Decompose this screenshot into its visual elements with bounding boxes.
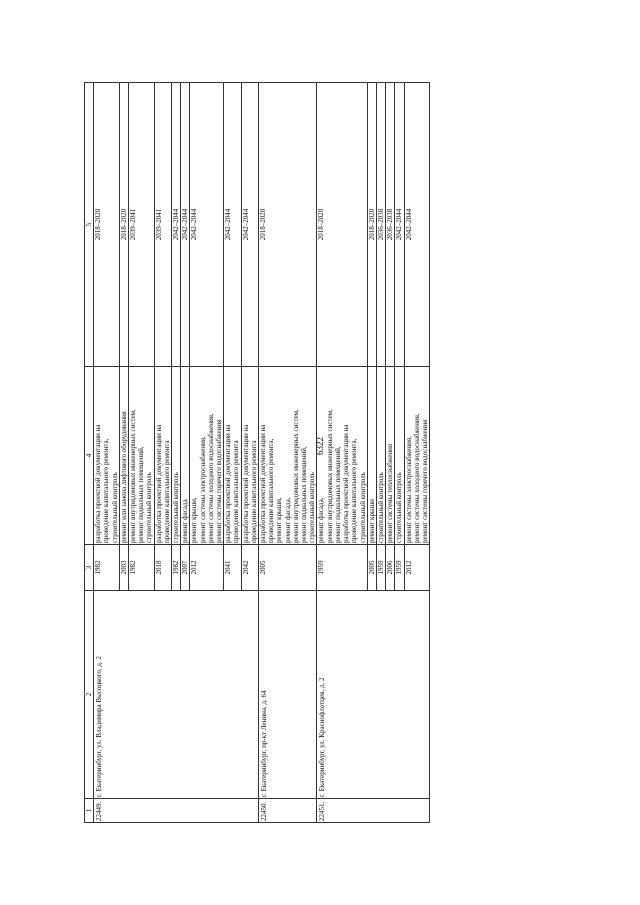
table-row bbox=[259, 83, 317, 823]
work-description-cell bbox=[376, 367, 385, 545]
year-cell: 2042 bbox=[241, 545, 258, 591]
work-line: строительный контроль bbox=[376, 472, 385, 543]
work-description-cell bbox=[119, 367, 128, 545]
work-description-cell bbox=[317, 367, 367, 545]
table-body bbox=[94, 83, 430, 823]
work-description-cell bbox=[367, 367, 376, 545]
year-cell: 2003 bbox=[119, 545, 128, 591]
work-description-cell bbox=[172, 367, 181, 545]
period-cell: 2036–2038 bbox=[386, 83, 395, 367]
period-cell: 2018–2020 bbox=[317, 83, 367, 367]
work-description-cell bbox=[94, 367, 120, 545]
work-line: ремонт внутридомовых инженерных систем, bbox=[291, 409, 300, 543]
period-cell: 2042–2044 bbox=[224, 83, 241, 367]
work-line: проведение капитального ремонта, bbox=[267, 438, 276, 543]
work-line: ремонт подвальных помещений, bbox=[333, 446, 342, 543]
object-number-cell: 22449. bbox=[94, 799, 259, 823]
year-cell: 1982 bbox=[172, 545, 181, 591]
work-line: ремонт или замена лифтового оборудования bbox=[119, 411, 128, 543]
work-description-cell bbox=[395, 367, 404, 545]
period-cell: 2039–2041 bbox=[154, 83, 171, 367]
work-line: строительный контроль bbox=[110, 472, 119, 543]
period-cell: 2042–2044 bbox=[190, 83, 224, 367]
work-line: разработка проектной документации на bbox=[94, 424, 103, 543]
work-line: проведение капитального ремонта, bbox=[350, 438, 359, 543]
period-cell: 2042–2044 bbox=[395, 83, 404, 367]
address-cell: г. Екатеринбург, пр-кт Ленина, д. 64 bbox=[259, 591, 317, 799]
work-line: ремонт системы горячего водоснабжения bbox=[215, 419, 224, 543]
year-cell: 2012 bbox=[404, 545, 430, 591]
year-cell: 1959 bbox=[317, 545, 367, 591]
work-line: проведение капитального ремонта bbox=[232, 440, 241, 543]
year-cell: 1959 bbox=[395, 545, 404, 591]
period-cell: 2042–2044 bbox=[404, 83, 430, 367]
work-description-cell bbox=[181, 367, 190, 545]
period-cell: 2018–2020 bbox=[94, 83, 120, 367]
work-line: строительный контроль bbox=[358, 472, 367, 543]
year-cell: 1982 bbox=[129, 545, 155, 591]
rotated-table-container bbox=[84, 83, 574, 823]
work-line: строительный контроль bbox=[145, 472, 154, 543]
work-line: ремонт системы электроснабжения, bbox=[198, 436, 207, 543]
repair-schedule-table bbox=[84, 82, 430, 823]
column-number: 2 bbox=[85, 591, 94, 799]
period-cell: 2018–2020 bbox=[367, 83, 376, 367]
column-number: 5 bbox=[85, 83, 94, 367]
year-cell: 2012 bbox=[190, 545, 224, 591]
work-line: строительный контроль bbox=[308, 472, 317, 543]
column-number: 1 bbox=[85, 799, 94, 823]
work-line: ремонт системы теплоснабжения bbox=[386, 443, 395, 543]
work-description-cell bbox=[129, 367, 155, 545]
year-cell: 1959 bbox=[376, 545, 385, 591]
address-cell: г. Екатеринбург, ул. Владимира Высоцкого, д. 2 bbox=[94, 591, 259, 799]
work-line: разработка проектной документации на bbox=[241, 424, 250, 543]
work-line: ремонт подвальных помещений, bbox=[137, 446, 146, 543]
work-description-cell bbox=[241, 367, 258, 545]
work-line: разработка проектной документации на bbox=[154, 424, 163, 543]
work-line: ремонт крыши, bbox=[190, 497, 199, 543]
work-line: ремонт системы электроснабжения, bbox=[404, 436, 413, 543]
column-number: 4 bbox=[85, 367, 94, 545]
work-line: строительный контроль bbox=[395, 472, 404, 543]
period-cell: 2039–2041 bbox=[129, 83, 155, 367]
work-description-cell bbox=[224, 367, 241, 545]
work-line: ремонт крыши, bbox=[275, 497, 284, 543]
year-cell: 2007 bbox=[181, 545, 190, 591]
work-line: проведение капитального ремонта, bbox=[102, 438, 111, 543]
year-cell: 2041 bbox=[224, 545, 241, 591]
year-cell: 2005 bbox=[367, 545, 376, 591]
address-cell: г. Екатеринбург, ул. Краснофлотцев, д. 2 bbox=[317, 591, 430, 799]
work-description-cell bbox=[386, 367, 395, 545]
table-row bbox=[317, 83, 367, 823]
work-line: строительный контроль bbox=[172, 472, 181, 543]
page-number: 6322 bbox=[315, 437, 325, 455]
work-description-cell bbox=[259, 367, 317, 545]
work-line: ремонт фасада, bbox=[317, 497, 326, 543]
table-row bbox=[94, 83, 120, 823]
year-cell: 2018 bbox=[154, 545, 171, 591]
column-number: 3 bbox=[85, 545, 94, 591]
period-cell: 2042–2044 bbox=[241, 83, 258, 367]
work-line: разработка проектной документации на bbox=[259, 424, 268, 543]
work-line: ремонт фасада bbox=[181, 499, 190, 543]
work-line: ремонт системы холодного водоснабжения, bbox=[412, 413, 421, 543]
period-cell: 2042–2044 bbox=[181, 83, 190, 367]
object-number-cell: 22450. bbox=[259, 799, 317, 823]
object-number-cell: 22451. bbox=[317, 799, 430, 823]
work-line: ремонт внутридомовых инженерных систем, bbox=[129, 409, 138, 543]
work-line: проведение капитального ремонта bbox=[249, 440, 258, 543]
period-cell: 2036–2038 bbox=[376, 83, 385, 367]
work-line: ремонт крыши bbox=[367, 499, 376, 543]
period-cell: 2018–2020 bbox=[119, 83, 128, 367]
period-cell: 2018–2020 bbox=[259, 83, 317, 367]
period-cell: 2042–2044 bbox=[172, 83, 181, 367]
work-line: ремонт системы горячего водоснабжения bbox=[420, 419, 429, 543]
work-line: ремонт системы холодного водоснабжения, bbox=[206, 413, 215, 543]
work-description-cell bbox=[154, 367, 171, 545]
work-line: разработка проектной документации на bbox=[224, 424, 233, 543]
year-cell: 2006 bbox=[386, 545, 395, 591]
work-line: разработка проектной документации на bbox=[342, 424, 351, 543]
work-description-cell bbox=[190, 367, 224, 545]
year-cell: 2005 bbox=[259, 545, 317, 591]
work-line: ремонт подвальных помещений, bbox=[300, 446, 309, 543]
work-line: проведение капитального ремонта bbox=[162, 440, 171, 543]
work-description-cell bbox=[404, 367, 430, 545]
year-cell: 1982 bbox=[94, 545, 120, 591]
work-line: ремонт внутридомовых инженерных систем, bbox=[325, 409, 334, 543]
work-line: ремонт фасада, bbox=[283, 497, 292, 543]
column-number-row bbox=[85, 83, 94, 823]
